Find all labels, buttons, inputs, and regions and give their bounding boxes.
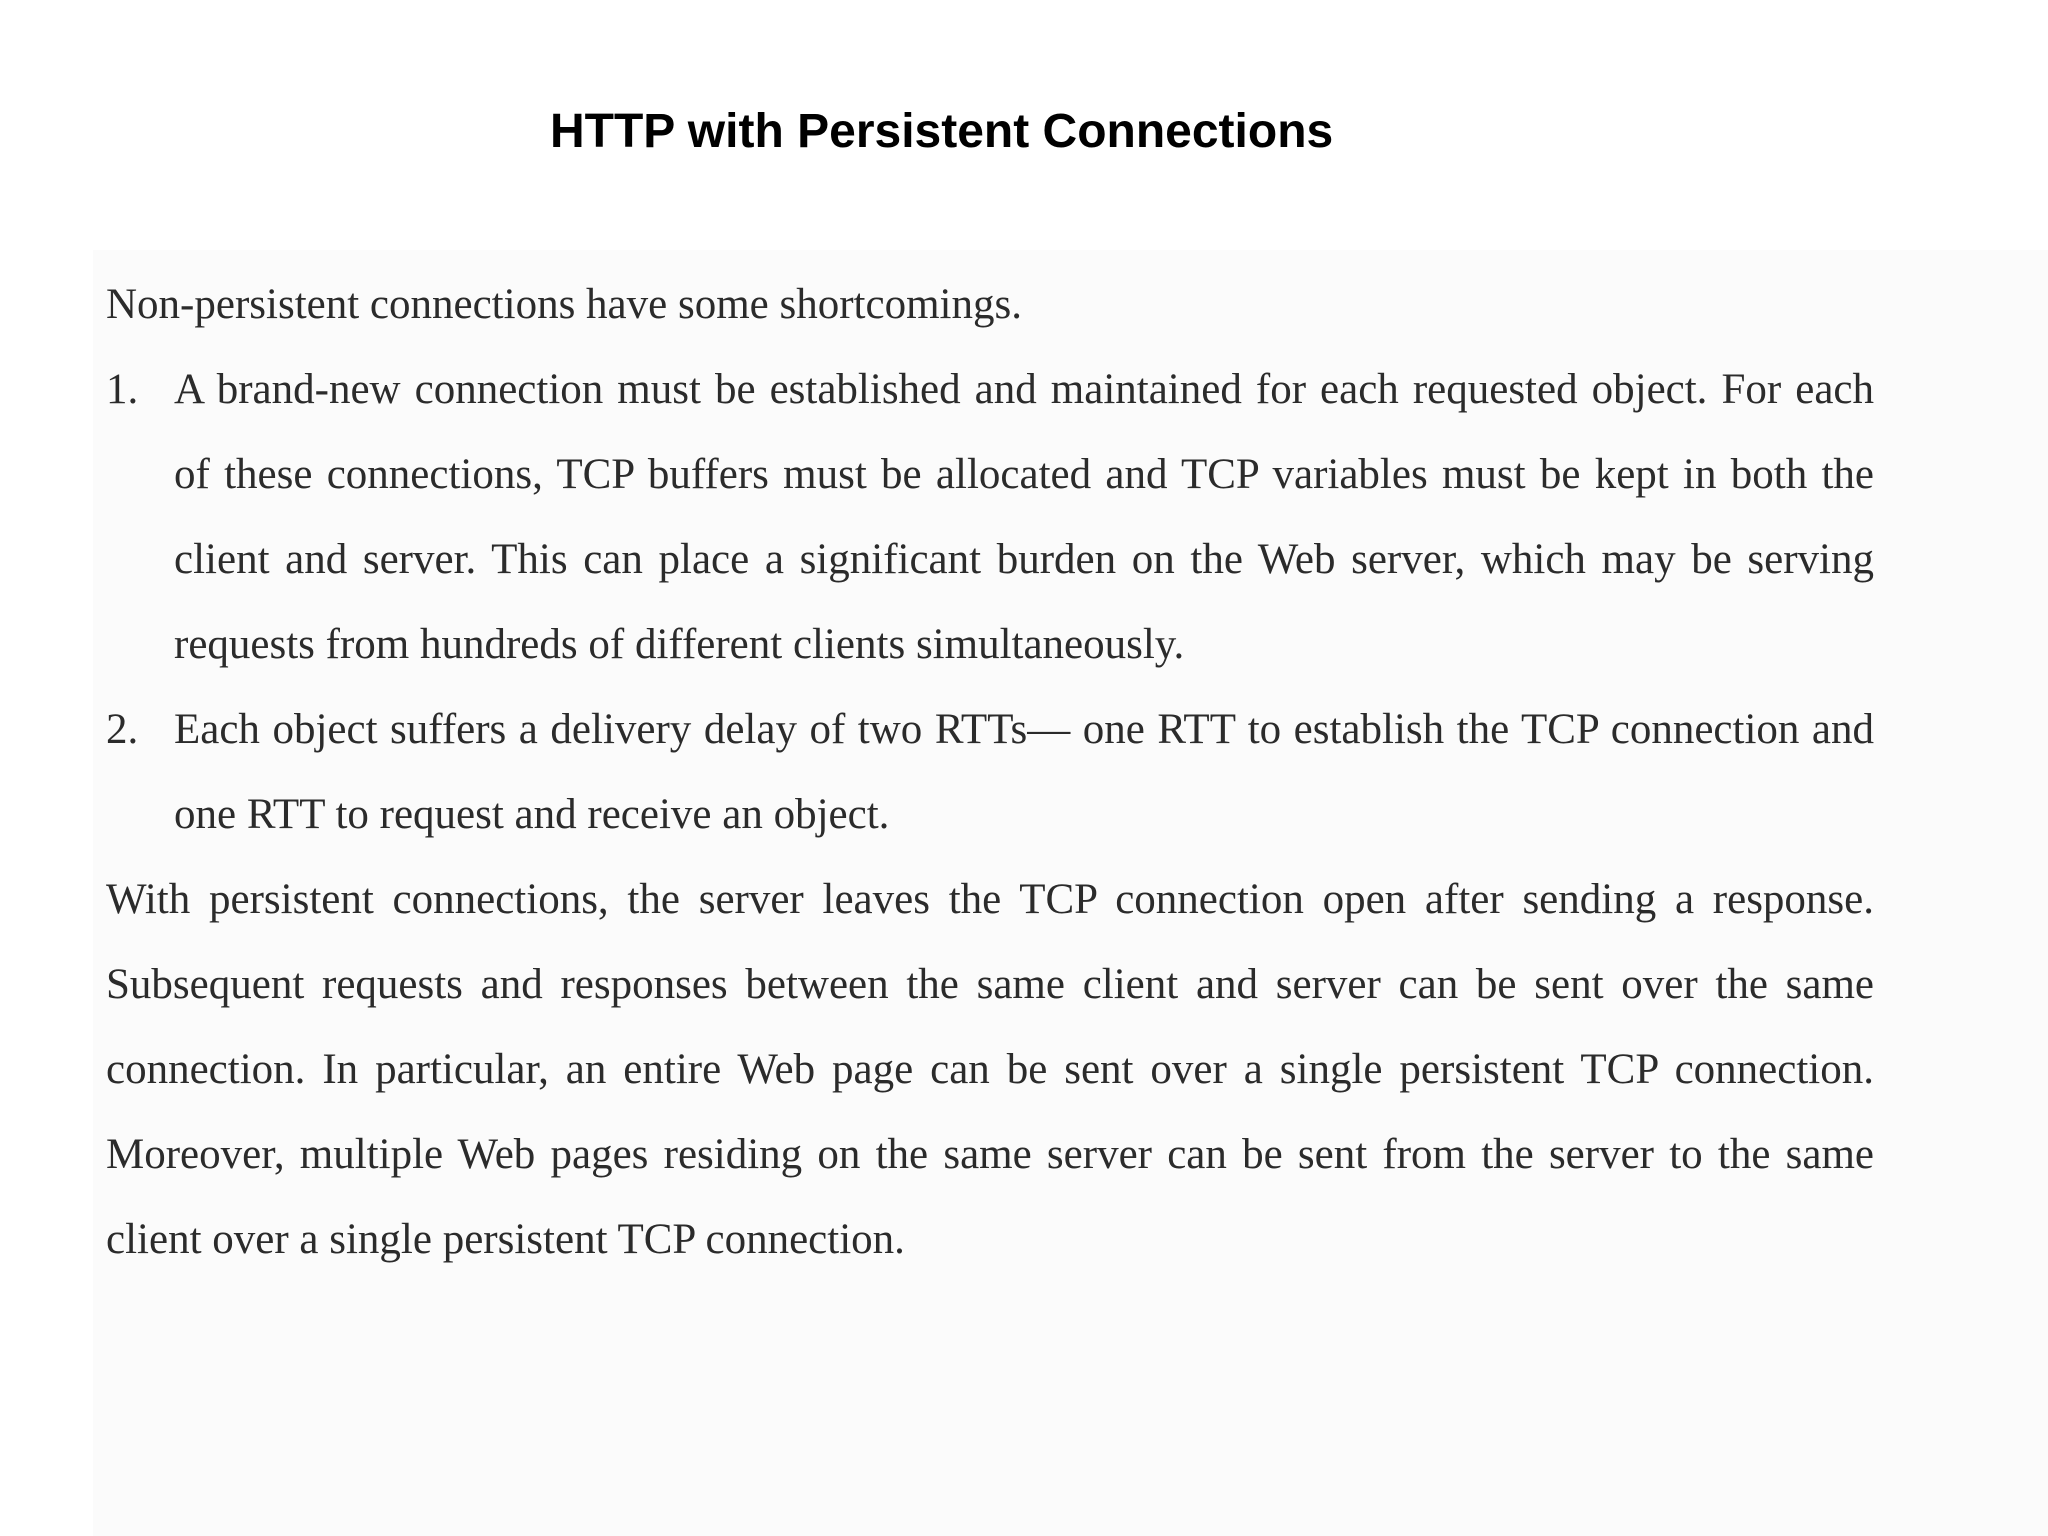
- list-item-2: [106, 687, 1874, 857]
- list-item-1: [106, 347, 1874, 687]
- intro-paragraph: Non-persistent connections have some shortcomings.: [106, 281, 1022, 328]
- conclusion-paragraph: With persistent connections, the server leaves the TCP connection open after sending a response. Subsequent requests and responses between the same client and server can be sent over the same connection. In particular, an entire Web page can be sent over a single persistent TCP connection. Moreover, multiple Web pages residing on the same server can be sent from the server to the same client over a single persistent TCP connection.: [106, 876, 1874, 1263]
- list-item-number: 2.: [106, 706, 139, 753]
- body-text: [106, 262, 1874, 1282]
- list-item-text: A brand-new connection must be established and maintained for each requested object. For each of these connections, TCP buffers must be allocated and TCP variables must be kept in both the client and server. This can place a significant burden on the Web server, which may be serving requests from hundreds of different clients simultaneously.: [174, 366, 1874, 668]
- slide-title: HTTP with Persistent Connections: [550, 105, 1334, 158]
- list-item-number: 1.: [106, 366, 139, 413]
- list-item-text: Each object suffers a delivery delay of two RTTs— one RTT to establish the TCP connection and one RTT to request and receive an object.: [174, 706, 1874, 838]
